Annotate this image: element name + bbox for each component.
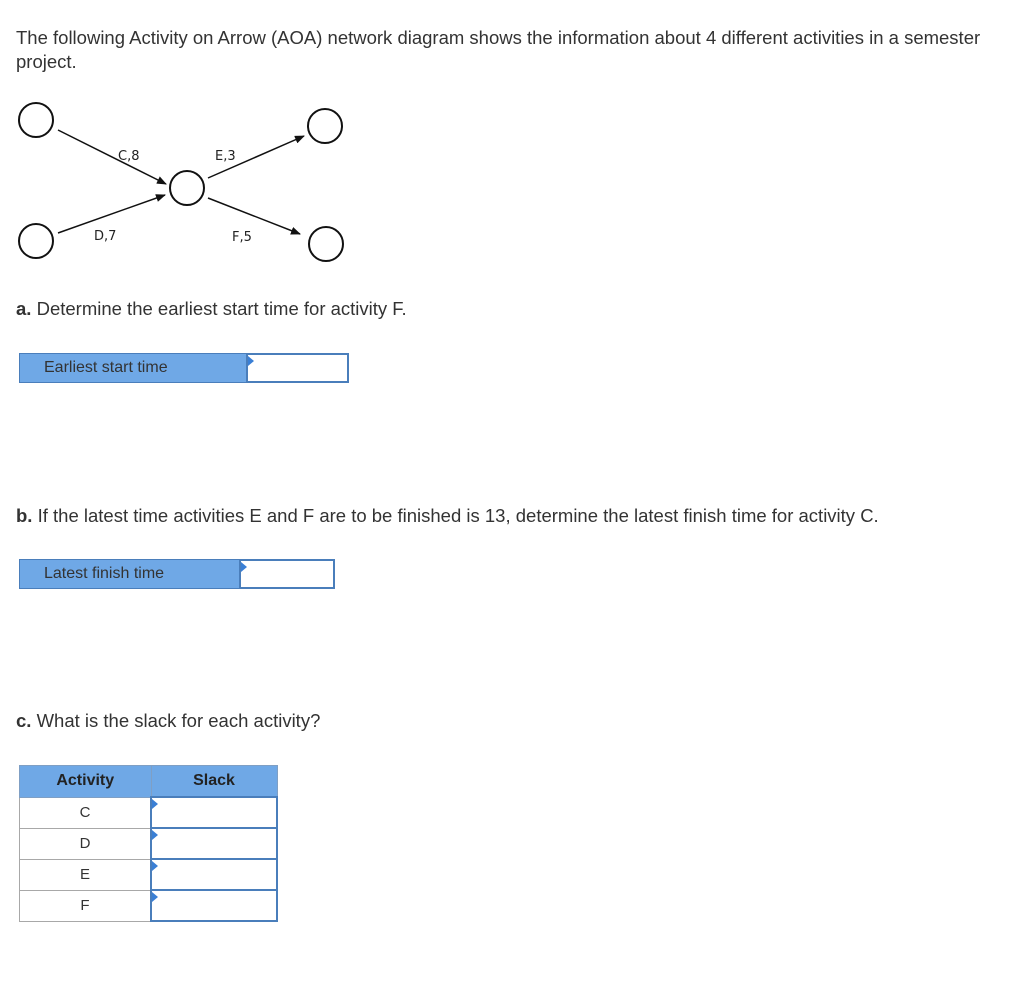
arrow-activity-c — [58, 130, 166, 184]
question-c-prefix: c. — [16, 710, 32, 731]
slack-table-header — [20, 766, 278, 798]
slack-input-c[interactable] — [151, 797, 277, 828]
question-c-text: What is the slack for each activity? — [36, 710, 321, 731]
node-top-right — [308, 109, 342, 143]
activity-cell: C — [20, 797, 152, 828]
table-row — [20, 859, 278, 890]
activity-cell: F — [20, 890, 152, 921]
label-activity-d: D,7 — [94, 229, 117, 244]
earliest-start-row — [19, 353, 349, 383]
input-marker-icon — [152, 861, 158, 871]
label-activity-c: C,8 — [118, 149, 140, 164]
input-marker-icon — [248, 356, 254, 366]
input-marker-icon — [152, 830, 158, 840]
arrow-activity-f — [208, 198, 300, 234]
aoa-network-diagram — [0, 90, 400, 280]
table-row — [20, 797, 278, 828]
node-top-left — [19, 103, 53, 137]
header-activity: Activity — [20, 766, 152, 798]
question-a-text: Determine the earliest start time for activity F. — [36, 298, 407, 319]
latest-finish-row — [19, 559, 335, 589]
earliest-start-label: Earliest start time — [19, 353, 247, 383]
label-activity-e: E,3 — [215, 149, 236, 164]
latest-finish-input[interactable] — [239, 559, 335, 589]
header-slack: Slack — [151, 766, 277, 798]
activity-cell: D — [20, 828, 152, 859]
slack-input-f[interactable] — [151, 890, 277, 921]
question-b-prefix: b. — [16, 505, 33, 526]
intro-text: The following Activity on Arrow (AOA) network diagram shows the information about 4 different activities in a semester project. — [16, 27, 981, 72]
question-a — [16, 297, 407, 321]
question-a-prefix: a. — [16, 298, 32, 319]
input-marker-icon — [241, 562, 247, 572]
input-marker-icon — [152, 799, 158, 809]
activity-cell: E — [20, 859, 152, 890]
earliest-start-input[interactable] — [246, 353, 349, 383]
slack-input-e[interactable] — [151, 859, 277, 890]
node-center — [170, 171, 204, 205]
table-row — [20, 890, 278, 921]
arrow-activity-d — [58, 195, 165, 233]
question-b — [16, 504, 879, 528]
slack-input-d[interactable] — [151, 828, 277, 859]
table-row — [20, 828, 278, 859]
question-c — [16, 709, 320, 733]
slack-table — [19, 765, 278, 922]
input-marker-icon — [152, 892, 158, 902]
latest-finish-label: Latest finish time — [19, 559, 240, 589]
question-b-text: If the latest time activities E and F are to be finished is 13, determine the latest finish time for activity C. — [37, 505, 879, 526]
node-bottom-right — [309, 227, 343, 261]
node-bottom-left — [19, 224, 53, 258]
label-activity-f: F,5 — [232, 230, 252, 245]
